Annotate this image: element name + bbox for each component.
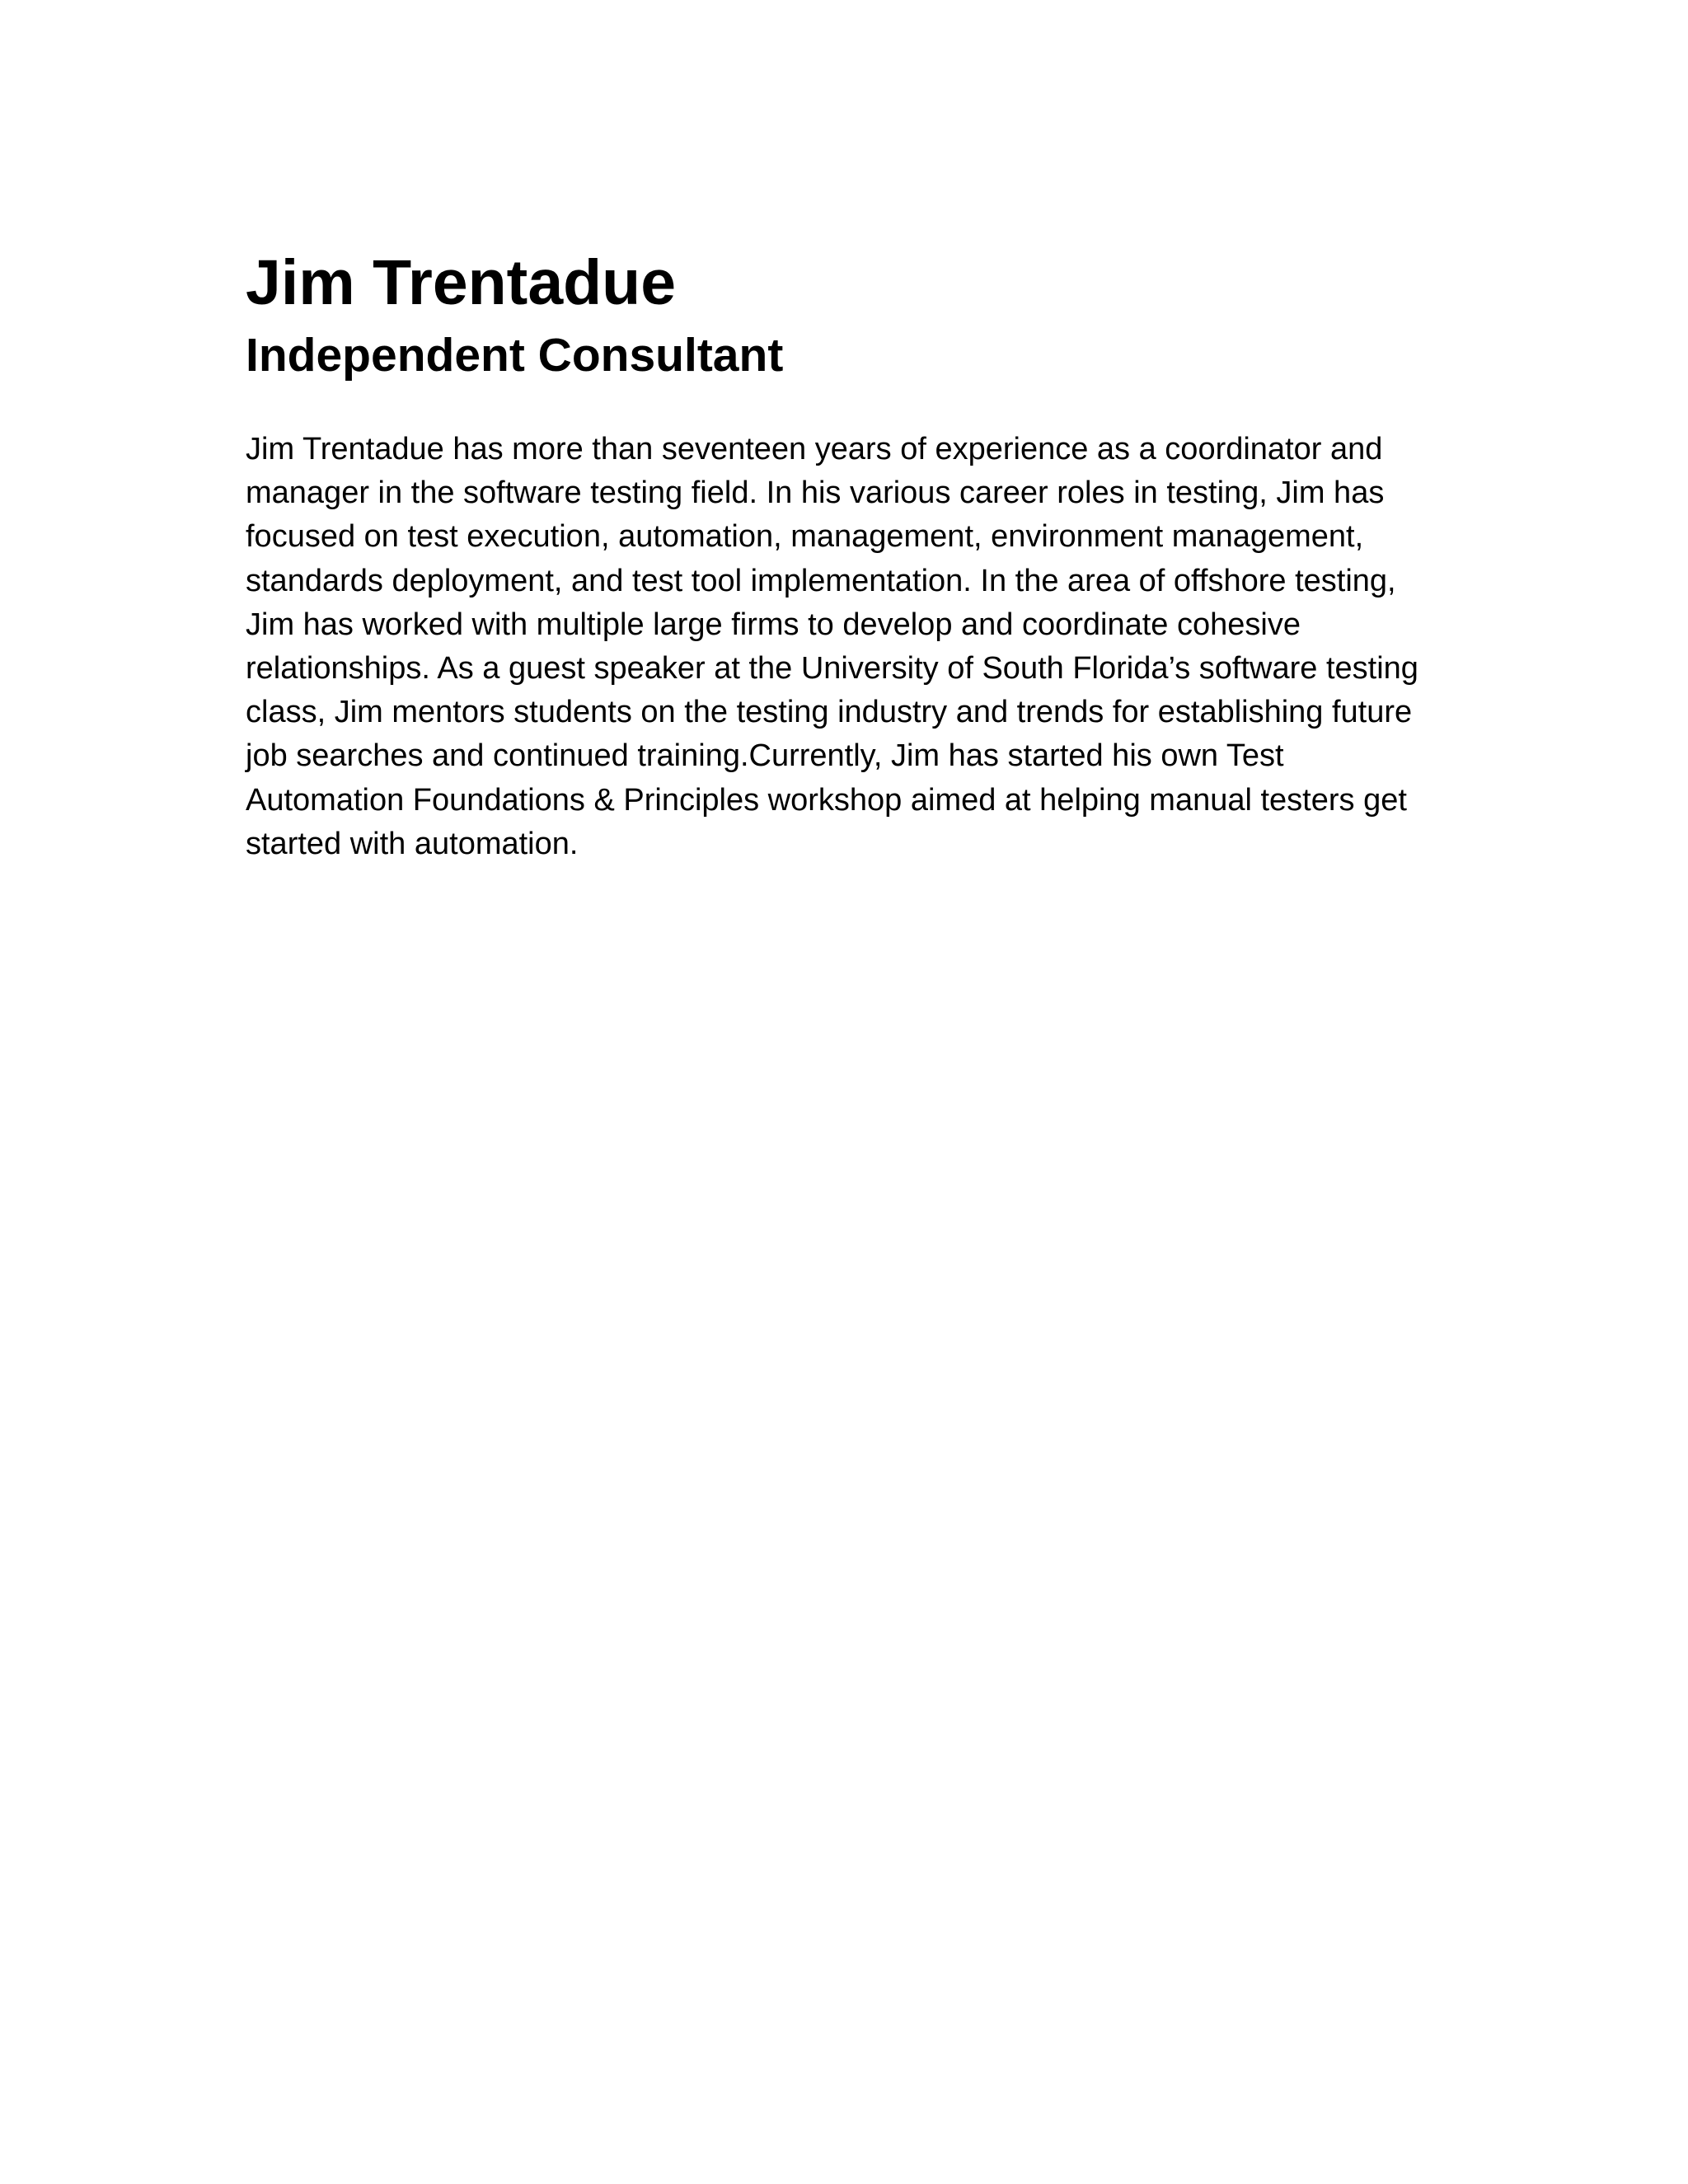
person-title: Independent Consultant (246, 329, 784, 382)
bio-paragraph: Jim Trentadue has more than seventeen years of experience as a coordinator and manager in the software testing field. In his various career roles in testing, Jim has focused on test execution, automation, management, environment management, standards deployment, and test tool implementation. In the area of offshore testing, Jim has worked with multiple large firms to develop and coordinate cohesive relationships. As a guest speaker at the University of South Florida’s software testing class, Jim mentors students on the testing industry and trends for establishing future job searches and continued training.Currently, Jim has started his own Test Automation Foundations & Principles workshop aimed at helping manual testers get started with automation. (246, 432, 1418, 861)
person-name: Jim Trentadue (246, 247, 677, 318)
bio-section (246, 243, 1449, 866)
